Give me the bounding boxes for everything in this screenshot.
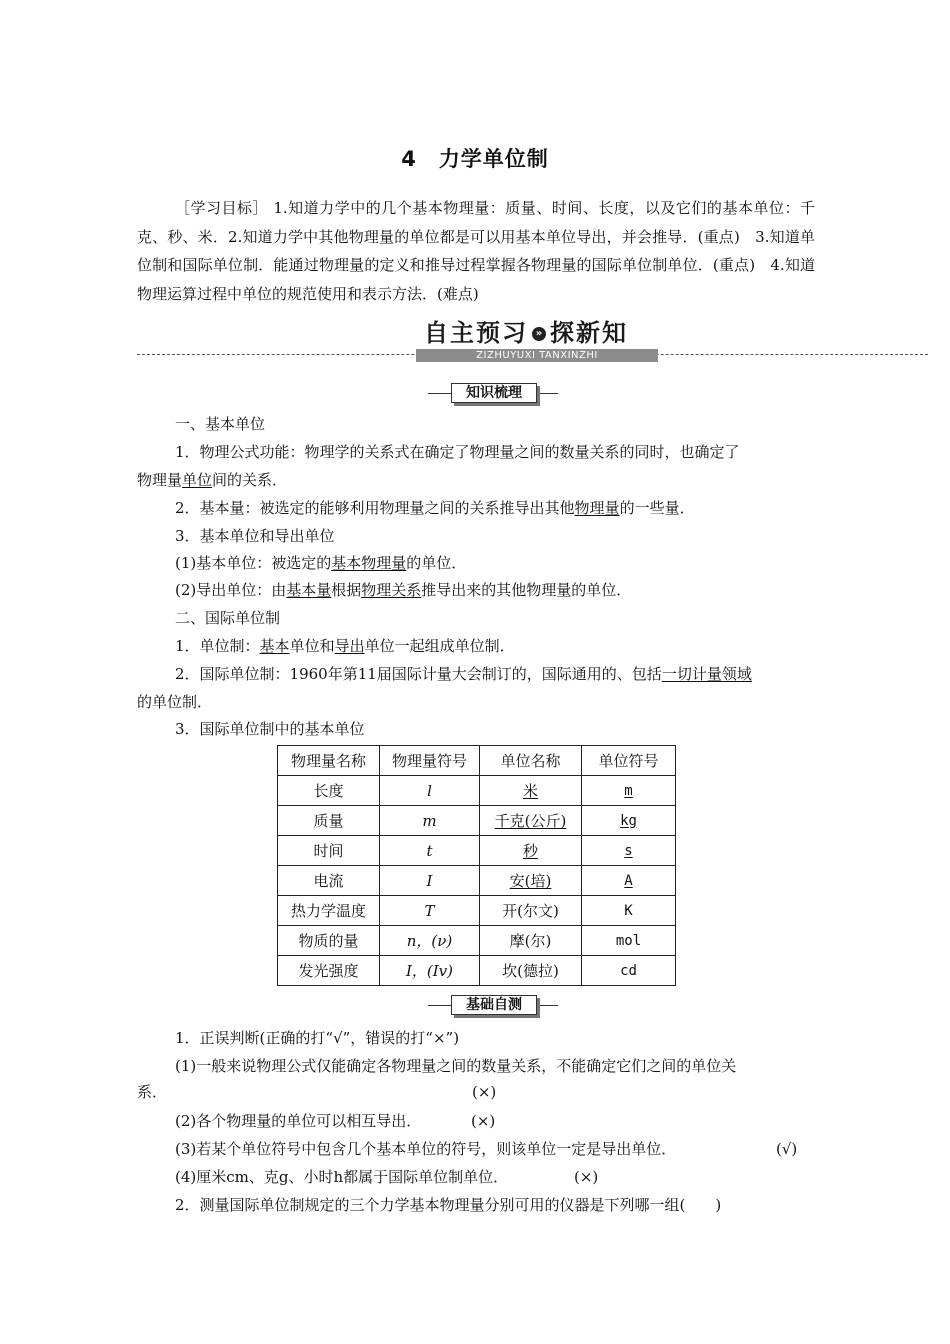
learning-objectives: ［学习目标］ 1.知道力学中的几个基本物理量：质量、时间、长度，以及它们的基本单位：千克、秒、米．2.知道力学中其他物理量的单位都是可以用基本单位导出，并会推导．(重点) 3.知道单位制和国际单位制．能通过物理量的定义和推导过程掌握各物理量的国际单位制单位．(重点) 4.知道物理运算过程中单位的规范使用和表示方法．(难点) [137,199,815,303]
cell-unit: 开(尔文) [480,896,582,926]
answer-1: (×) [472,1083,497,1101]
table-header-row [278,746,676,776]
cell-quantity: 时间 [278,836,380,866]
answer-3: (√) [776,1140,798,1158]
heading-basic-units: 一、基本单位 [175,415,266,433]
cell-quantity: 热力学温度 [278,896,380,926]
table-row [278,866,676,896]
statement-1a: (1)一般来说物理公式仅能确定各物理量之间的数量关系，不能确定它们之间的单位关 [175,1057,737,1075]
cell-quantity: 长度 [278,776,380,806]
cell-unit: 安(培) [480,866,582,896]
cell-unit: 坎(德拉) [480,956,582,986]
paragraph-1a: 1．物理公式功能：物理学的关系式在确定了物理量之间的数量关系的同时，也确定了 [175,443,740,461]
banner-right-text: 探新知 [550,319,628,347]
cell-quantity: 物质的量 [278,926,380,956]
answer-2: (×) [471,1112,496,1130]
cell-symbol: m [380,806,480,836]
table-row [278,776,676,806]
cell-unit-symbol: m [582,776,676,806]
subheading-selftest [428,995,558,1015]
table-row [278,926,676,956]
cell-symbol: t [380,836,480,866]
cell-unit-symbol: K [582,896,676,926]
si-paragraph-2b: 的单位制． [137,693,213,711]
paragraph-3: 3．基本单位和导出单位 [175,527,335,545]
cell-unit-symbol: s [582,836,676,866]
section-title: 力学单位制 [438,147,549,171]
cell-unit-symbol: A [582,866,676,896]
paragraph-3a: (1)基本单位：被选定的基本物理量的单位． [175,554,467,572]
heading-si: 二、国际单位制 [175,609,281,627]
cell-unit: 摩(尔) [480,926,582,956]
si-paragraph-1: 1．单位制：基本单位和导出单位一起组成单位制． [175,637,515,655]
banner-title [424,318,628,348]
cell-unit-symbol: mol [582,926,676,956]
cell-symbol: l [380,776,480,806]
table-row [278,956,676,986]
cell-symbol: I，(Iv) [380,956,480,986]
subheading-label: 知识梳理 [451,383,537,403]
section-banner [416,318,658,364]
cell-quantity: 发光强度 [278,956,380,986]
cell-symbol: I [380,866,480,896]
paragraph-1b: 物理量单位间的关系． [137,471,288,489]
table-row [278,896,676,926]
si-paragraph-3: 3．国际单位制中的基本单位 [175,720,365,738]
statement-2: (2)各个物理量的单位可以相互导出． [175,1112,422,1130]
cell-quantity: 质量 [278,806,380,836]
table-header: 物理量符号 [380,746,480,776]
subheading-knowledge [428,383,558,403]
statement-3: (3)若某个单位符号中包含几个基本单位的符号，则该单位一定是导出单位． [175,1140,677,1158]
cell-quantity: 电流 [278,866,380,896]
subheading-label: 基础自测 [451,995,537,1015]
paragraph-3b: (2)导出单位：由基本量根据物理关系推导出来的其他物理量的单位． [175,581,632,599]
table-row [278,836,676,866]
cell-unit: 米 [480,776,582,806]
table-row [278,806,676,836]
paragraph-2: 2．基本量：被选定的能够利用物理量之间的关系推导出其他物理量的一些量． [175,499,695,517]
double-chevron-icon: » [532,327,546,341]
banner-left-text: 自主预习 [424,319,528,347]
si-paragraph-2a: 2．国际单位制：1960年第11届国际计量大会制订的，国际通用的、包括一切计量领域 [175,665,752,683]
table-header: 单位名称 [480,746,582,776]
statement-1b: 系． [137,1083,168,1101]
table-header: 物理量名称 [278,746,380,776]
cell-symbol: n，(ν) [380,926,480,956]
si-base-units-table [277,745,676,986]
cell-symbol: T [380,896,480,926]
cell-unit: 千克(公斤) [480,806,582,836]
statement-4: (4)厘米cm、克g、小时h都属于国际单位制单位． [175,1168,509,1186]
page-title [0,143,950,173]
question-1: 1．正误判断(正确的打“√”，错误的打“×”) [175,1029,460,1047]
cell-unit-symbol: cd [582,956,676,986]
table-header: 单位符号 [582,746,676,776]
cell-unit: 秒 [480,836,582,866]
answer-4: (×) [574,1168,599,1186]
section-number: 4 [401,147,417,171]
cell-unit-symbol: kg [582,806,676,836]
banner-pinyin: ZIZHUYUXI TANXINZHI [416,349,658,362]
question-2: 2．测量国际单位制规定的三个力学基本物理量分别可用的仪器是下列哪一组( ) [175,1196,722,1214]
